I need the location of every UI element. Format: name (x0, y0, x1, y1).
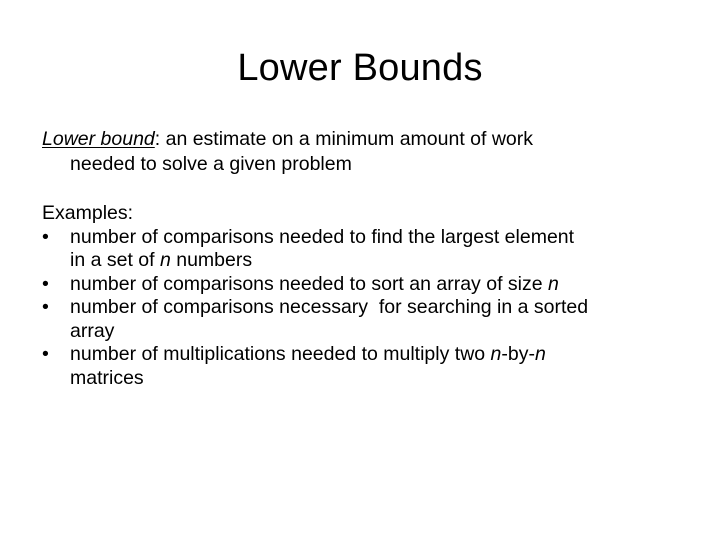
bullet-icon: • (42, 296, 49, 318)
bullet-icon: • (42, 343, 49, 365)
list-item (42, 343, 702, 390)
item-text: number of comparisons needed to sort an array of size (70, 272, 548, 295)
item-text: array (70, 319, 115, 342)
item-text: number of comparisons needed to find the largest element (70, 225, 575, 248)
examples-section (42, 202, 702, 390)
list-item (42, 273, 702, 297)
definition-text-line2: needed to solve a given problem (70, 153, 352, 175)
item-text: number of comparisons necessary for searching in a sorted (70, 296, 589, 318)
list-item (42, 296, 702, 343)
bullet-icon: • (42, 225, 49, 248)
definition-paragraph (42, 127, 682, 177)
variable-n: n (535, 343, 546, 365)
item-text: numbers (170, 249, 253, 271)
slide-title: Lower Bounds (237, 47, 483, 89)
definition-separator: : (154, 128, 161, 150)
bullet-icon: • (42, 272, 49, 295)
variable-n: n (159, 249, 171, 271)
definition-text-line1: an estimate on a minimum amount of work (160, 128, 534, 150)
list-item (42, 226, 702, 273)
item-text: in a set of (70, 249, 160, 271)
item-text: -by- (501, 343, 535, 365)
item-text: matrices (70, 366, 144, 389)
variable-n: n (490, 343, 502, 365)
item-text: number of multiplications needed to multiply two (70, 343, 491, 365)
examples-list (42, 226, 702, 391)
examples-heading: Examples: (42, 202, 134, 224)
variable-n: n (548, 272, 559, 295)
definition-term: Lower bound (42, 128, 155, 150)
